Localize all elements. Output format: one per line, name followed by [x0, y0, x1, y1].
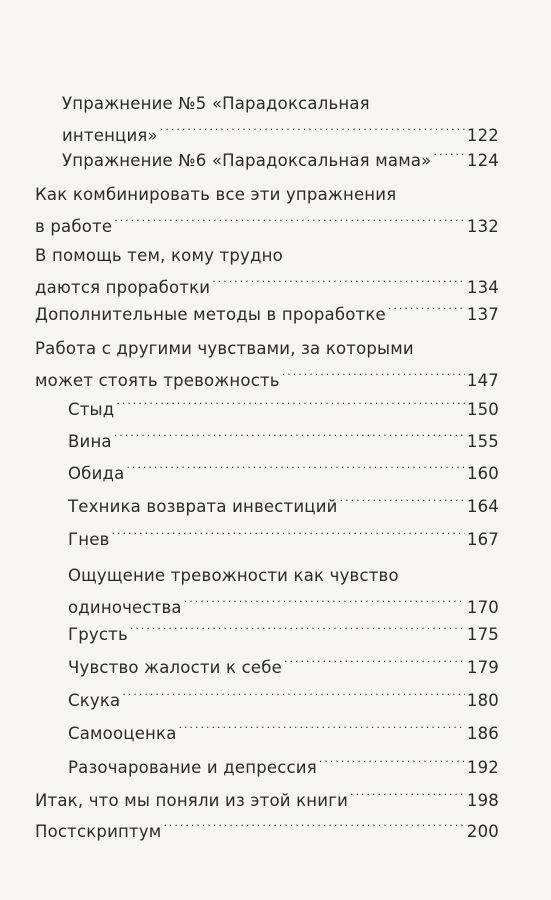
- toc-entry-title: Самооценка: [68, 724, 177, 743]
- toc-page-number: 124: [466, 151, 499, 170]
- toc-leader-dots: [184, 597, 465, 614]
- toc-entry: [68, 394, 499, 426]
- toc-page-number: 122: [466, 126, 499, 145]
- toc-entry-title: даются проработки: [35, 278, 211, 297]
- toc-leader-dots: [114, 431, 465, 448]
- toc-leader-dots: [114, 216, 465, 233]
- toc-leader-dots: [433, 150, 464, 167]
- toc-page-number: 160: [466, 464, 499, 483]
- toc-entry-title: Стыд: [68, 400, 115, 419]
- toc-entry-title: Упражнение №6 «Парадоксальная мама»: [62, 151, 432, 170]
- toc-entry-title: интенция»: [62, 126, 158, 145]
- toc-entry: [68, 619, 499, 651]
- toc-leader-dots: [212, 277, 465, 294]
- toc-entry-title: Итак, что мы поняли из этой книги: [35, 791, 348, 810]
- toc-page-number: 175: [466, 625, 499, 644]
- toc-leader-dots: [160, 125, 465, 142]
- toc-leader-dots: [112, 529, 465, 546]
- toc-leader-dots: [282, 370, 465, 387]
- toc-entry: [68, 560, 499, 624]
- toc-entry-title: в работе: [35, 217, 113, 236]
- toc-page-number: 132: [466, 217, 499, 236]
- toc-entry: [68, 524, 499, 556]
- toc-leader-dots: [284, 657, 465, 674]
- toc-page-number: 200: [466, 822, 499, 841]
- toc-entry: [68, 491, 499, 523]
- toc-entry: [35, 240, 499, 304]
- toc-entry-title: Скука: [68, 691, 121, 710]
- toc-entry: [68, 718, 499, 750]
- toc-page-number: 150: [466, 400, 499, 419]
- toc-page-number: 137: [466, 305, 499, 324]
- toc-leader-dots: [350, 790, 465, 807]
- toc-entry: [62, 88, 499, 152]
- toc-entry-title-line1: Работа с другими чувствами, за которыми: [35, 339, 414, 358]
- toc-entry-title-line1: В помощь тем, кому трудно: [35, 246, 283, 265]
- toc-page-number: 134: [466, 278, 499, 297]
- toc-page-number: 170: [466, 598, 499, 617]
- toc-page-number: 167: [466, 530, 499, 549]
- toc-leader-dots: [388, 304, 465, 321]
- toc-entry-title: Дополнительные методы в проработке: [35, 305, 386, 324]
- toc-entry: [68, 752, 499, 784]
- toc-entry: [35, 333, 499, 397]
- toc-entry-title: Грусть: [68, 625, 128, 644]
- toc-page-number: 198: [466, 791, 499, 810]
- toc-entry: [35, 816, 499, 848]
- toc-entry-title-line1: Упражнение №5 «Парадоксальная: [62, 94, 370, 113]
- toc-entry: [68, 426, 499, 458]
- toc-entry: [35, 785, 499, 817]
- toc-entry-title-line1: Как комбинировать все эти упражнения: [35, 185, 397, 204]
- toc-leader-dots: [319, 757, 465, 774]
- toc-page-number: 155: [466, 432, 499, 451]
- toc-page-number: 179: [466, 658, 499, 677]
- toc-entry-title: Техника возврата инвестиций: [68, 497, 338, 516]
- toc-entry-title: одиночества: [68, 598, 182, 617]
- toc-entry-title: Разочарование и депрессия: [68, 758, 317, 777]
- toc-entry: [68, 458, 499, 490]
- toc-entry-title-line1: Ощущение тревожности как чувство: [68, 566, 399, 585]
- toc-entry-title: может стоять тревожность: [35, 371, 280, 390]
- toc-leader-dots: [130, 624, 465, 641]
- toc-entry-title: Вина: [68, 432, 112, 451]
- toc-page-number: 186: [466, 724, 499, 743]
- toc-leader-dots: [126, 463, 465, 480]
- toc-leader-dots: [122, 690, 465, 707]
- toc-entry: [68, 652, 499, 684]
- toc-entry-title: Обида: [68, 464, 125, 483]
- toc-entry: [62, 145, 499, 177]
- toc-entry: [35, 179, 499, 243]
- toc-entry-title: Чувство жалости к себе: [68, 658, 282, 677]
- toc-page-number: 192: [466, 758, 499, 777]
- toc-entry-title: Гнев: [68, 530, 110, 549]
- toc-entry-title: Постскриптум: [35, 822, 162, 841]
- toc-page-number: 164: [466, 497, 499, 516]
- toc-entry: [35, 299, 499, 331]
- toc-leader-dots: [163, 821, 464, 838]
- toc-leader-dots: [340, 496, 465, 513]
- toc-leader-dots: [179, 723, 465, 740]
- toc-leader-dots: [116, 399, 465, 416]
- toc-page-number: 180: [466, 691, 499, 710]
- toc-entry: [68, 685, 499, 717]
- toc-page-number: 147: [466, 371, 499, 390]
